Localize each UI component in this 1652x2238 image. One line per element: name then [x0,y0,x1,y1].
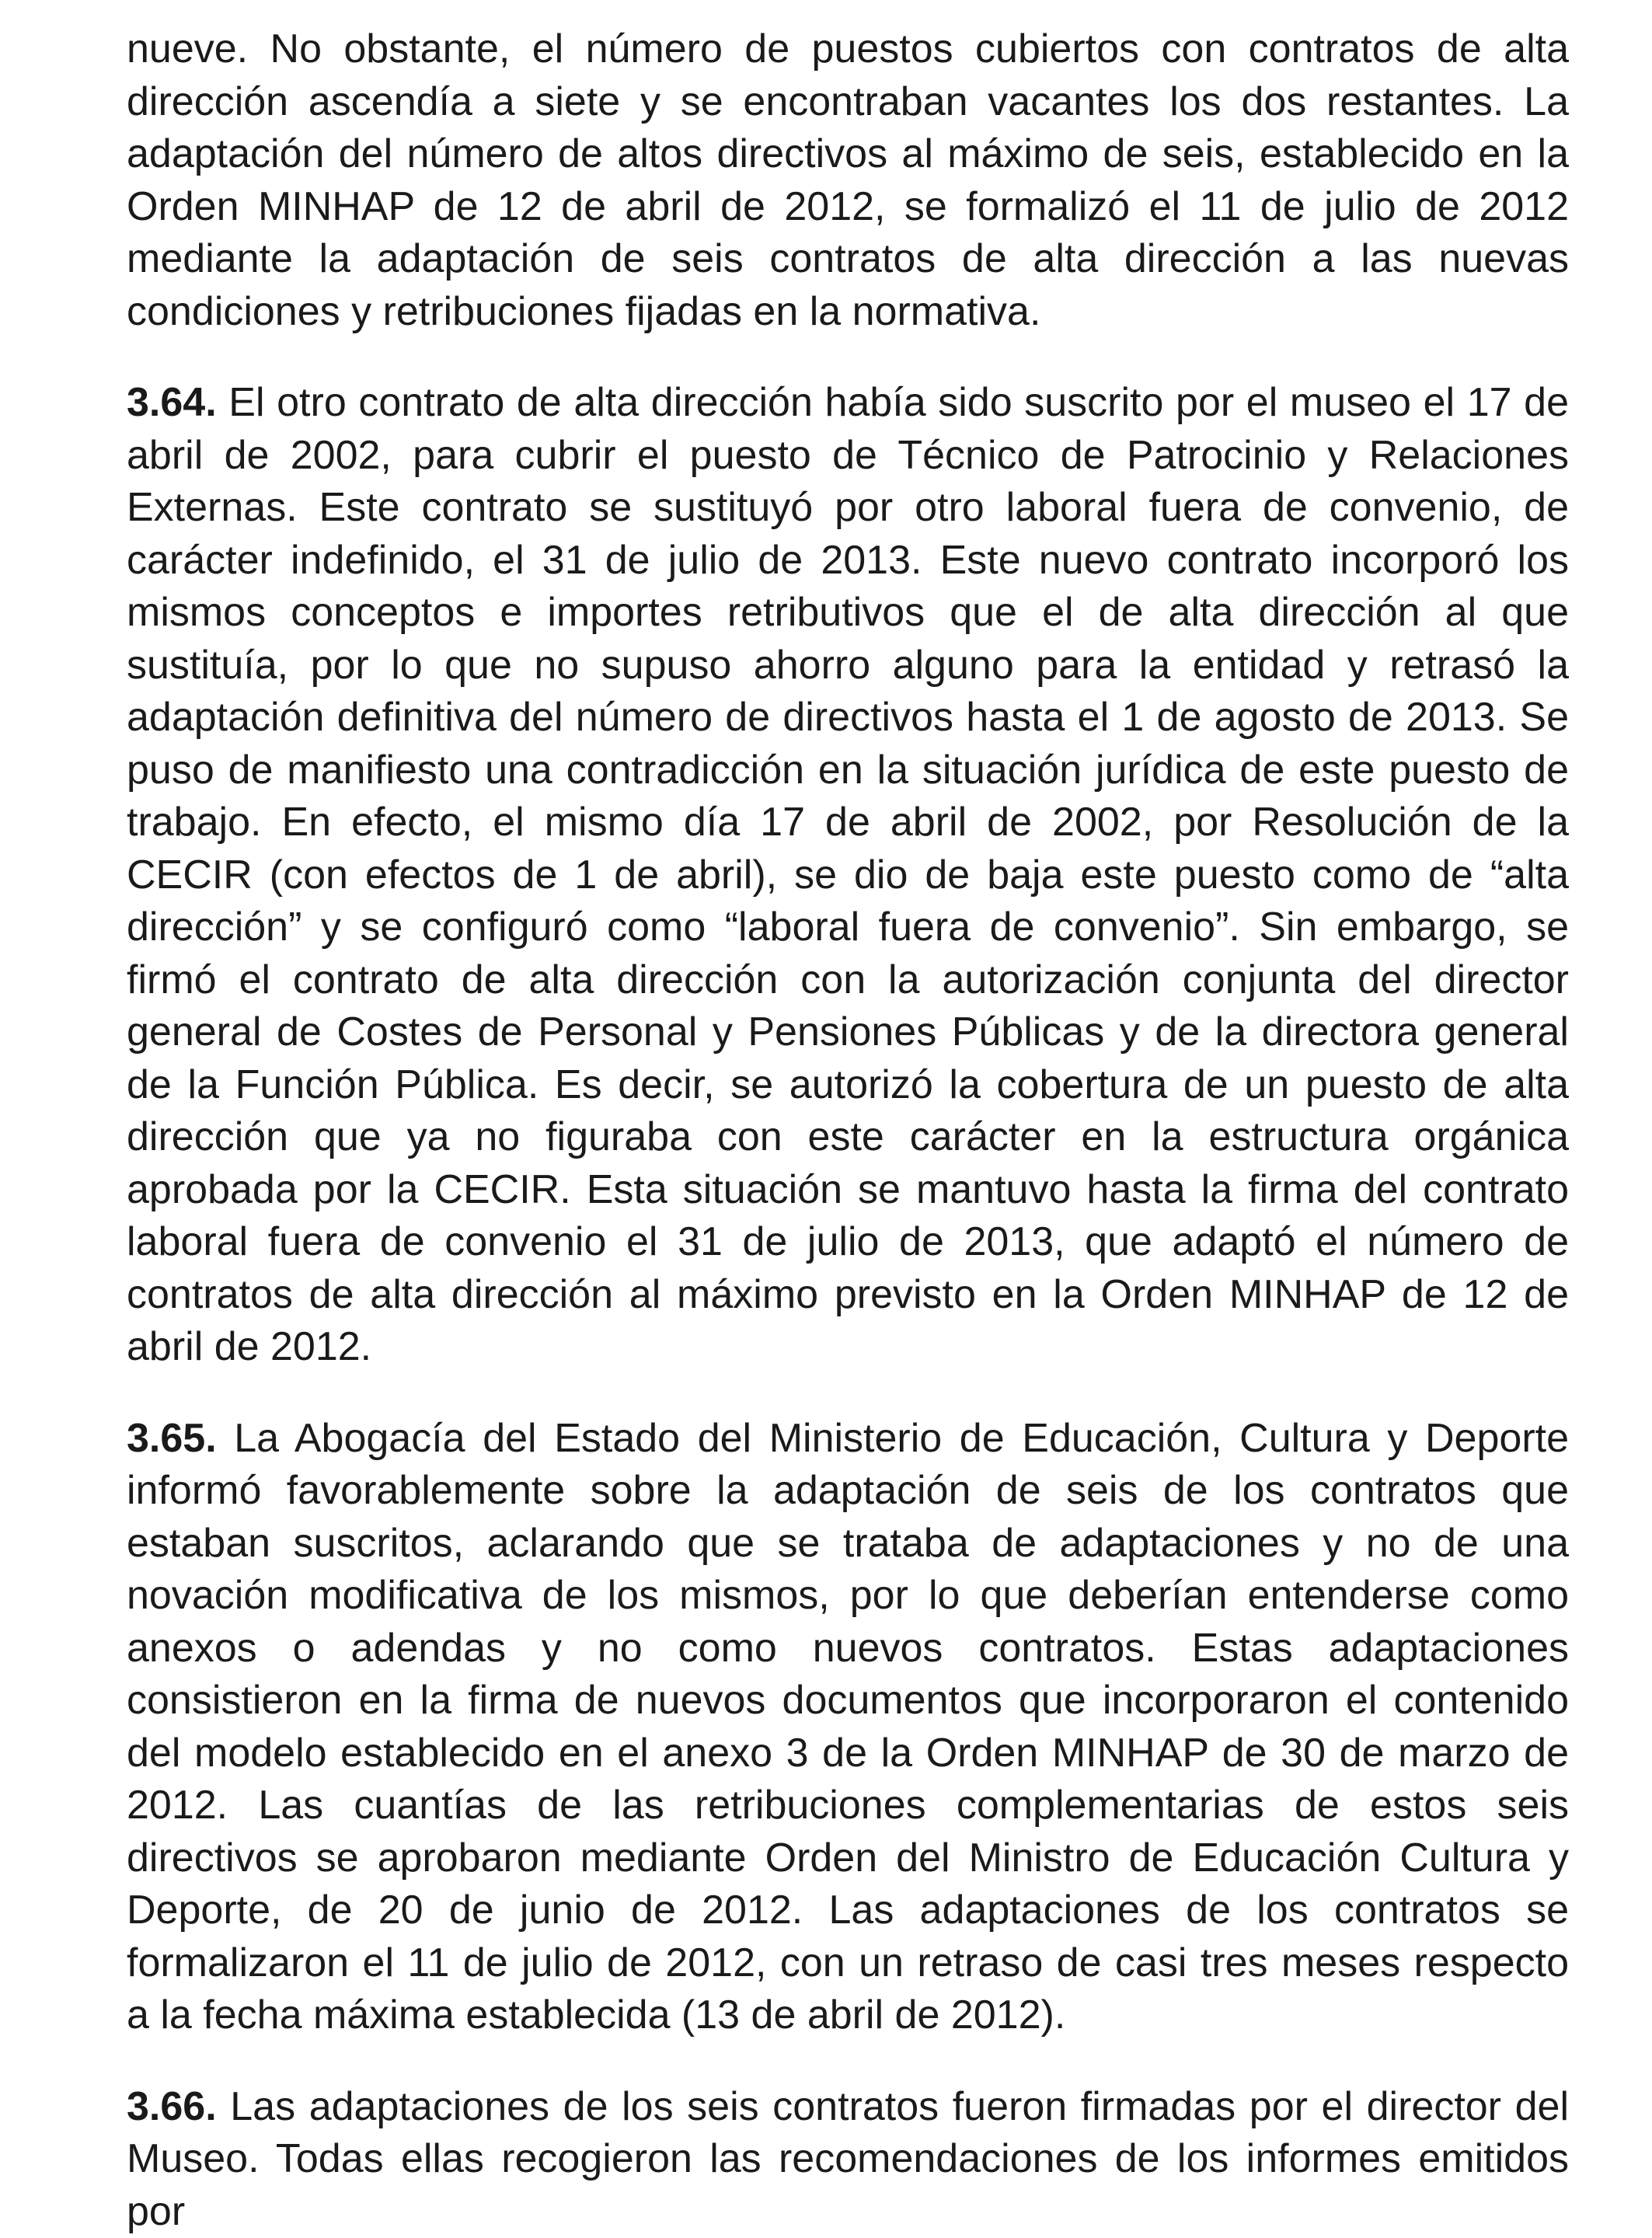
paragraph-continuation [127,23,1569,338]
paragraph-number: 3.64. [127,380,217,425]
paragraph-number: 3.65. [127,1416,217,1461]
paragraph-text: nueve. No obstante, el número de puestos cubiertos con contratos de alta dirección ascendía a siete y se encontraban vacantes los dos restantes. La adaptación del número de altos directivos al máximo de seis, establecido en la Orden MINHAP de 12 de abril de 2012, se formalizó el 11 de julio de 2012 mediante la adaptación de seis contratos de alta dirección a las nuevas condiciones y retribuciones fijadas en la normativa. [127,26,1569,334]
paragraph-3-65 [127,1413,1569,2042]
paragraph-number: 3.66. [127,2084,217,2129]
paragraph-text: El otro contrato de alta dirección había sido suscrito por el museo el 17 de abril de 2002, para cubrir el puesto de Técnico de Patrocinio y Relaciones Externas. Este contrato se sustituyó por otro laboral fuera de convenio, de carácter indefinido, el 31 de julio de 2013. Este nuevo contrato incorporó los mismos conceptos e importes retributivos que el de alta dirección al que sustituía, por lo que no supuso ahorro alguno para la entidad y retrasó la adaptación definitiva del número de directivos hasta el 1 de agosto de 2013. Se puso de manifiesto una contradicción en la situación jurídica de este puesto de trabajo. En efecto, el mismo día 17 de abril de 2002, por Resolución de la CECIR (con efectos de 1 de abril), se dio de baja este puesto como de “alta dirección” y se configuró como “laboral fuera de convenio”. Sin embargo, se firmó el contrato de alta dirección con la autorización conjunta del director general de Costes de Personal y Pensiones Públicas y de la directora general de la Función Pública. Es decir, se autorizó la cobertura de un puesto de alta dirección que ya no figuraba con este carácter en la estructura orgánica aprobada por la CECIR. Esta situación se mantuvo hasta la firma del contrato laboral fuera de convenio el 31 de julio de 2013, que adaptó el número de contratos de alta dirección al máximo previsto en la Orden MINHAP de 12 de abril de 2012. [127,380,1569,1369]
paragraph-3-66 [127,2081,1569,2238]
paragraph-text: La Abogacía del Estado del Ministerio de Educación, Cultura y Deporte informó favorablemente sobre la adaptación de seis de los contratos que estaban suscritos, aclarando que se trataba de adaptaciones y no de una novación modificativa de los mismos, por lo que deberían entenderse como anexos o adendas y no como nuevos contratos. Estas adaptaciones consistieron en la firma de nuevos documentos que incorporaron el contenido del modelo establecido en el anexo 3 de la Orden MINHAP de 30 de marzo de 2012. Las cuantías de las retribuciones complementarias de estos seis directivos se aprobaron mediante Orden del Ministro de Educación Cultura y Deporte, de 20 de junio de 2012. Las adaptaciones de los contratos se formalizaron el 11 de julio de 2012, con un retraso de casi tres meses respecto a la fecha máxima establecida (13 de abril de 2012). [127,1416,1569,2038]
paragraph-3-64 [127,377,1569,1374]
document-page [127,23,1569,2238]
paragraph-text: Las adaptaciones de los seis contratos fueron firmadas por el director del Museo. Todas ellas recogieron las recomendaciones de los informes emitidos por [127,2084,1569,2234]
